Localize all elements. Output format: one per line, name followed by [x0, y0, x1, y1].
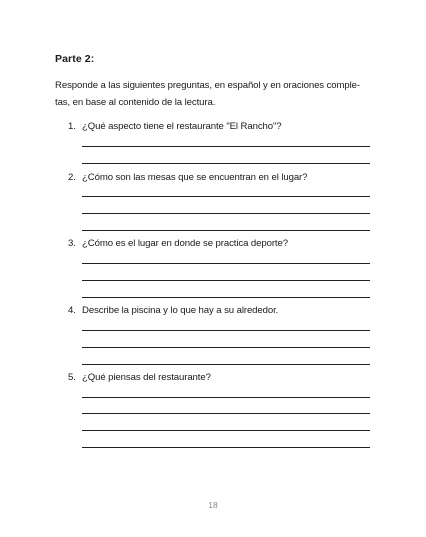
page-number: 18	[208, 500, 218, 510]
question-1	[68, 121, 282, 132]
answer-line	[82, 280, 370, 281]
instructions-line-2: tas, en base al contenido de la lectura.	[55, 97, 216, 108]
question-number: 3.	[68, 238, 76, 249]
answer-line	[82, 263, 370, 264]
instructions-line-1: Responde a las siguientes preguntas, en español y en oraciones comple-	[55, 80, 360, 91]
answer-line	[82, 196, 370, 197]
answer-line	[82, 364, 370, 365]
answer-line	[82, 297, 370, 298]
answer-line	[82, 213, 370, 214]
answer-line	[82, 397, 370, 398]
question-3	[68, 238, 288, 249]
question-text: ¿Qué aspecto tiene el restaurante "El Rancho"?	[82, 121, 282, 132]
instructions-paragraph	[55, 77, 377, 111]
answer-line	[82, 163, 370, 164]
part-title: Parte 2:	[55, 53, 95, 65]
answer-line	[82, 146, 370, 147]
answer-line	[82, 230, 370, 231]
question-text: Describe la piscina y lo que hay a su alrededor.	[82, 305, 279, 316]
question-number: 4.	[68, 305, 76, 316]
question-number: 1.	[68, 121, 76, 132]
answer-line	[82, 447, 370, 448]
question-number: 2.	[68, 172, 76, 183]
question-2	[68, 172, 307, 183]
answer-line	[82, 430, 370, 431]
question-4	[68, 305, 278, 316]
answer-line	[82, 413, 370, 414]
question-text: ¿Cómo son las mesas que se encuentran en el lugar?	[82, 172, 308, 183]
answer-line	[82, 347, 370, 348]
question-text: ¿Cómo es el lugar en donde se practica deporte?	[82, 238, 288, 249]
question-text: ¿Qué piensas del restaurante?	[82, 372, 211, 383]
question-5	[68, 372, 211, 383]
question-number: 5.	[68, 372, 76, 383]
answer-line	[82, 330, 370, 331]
